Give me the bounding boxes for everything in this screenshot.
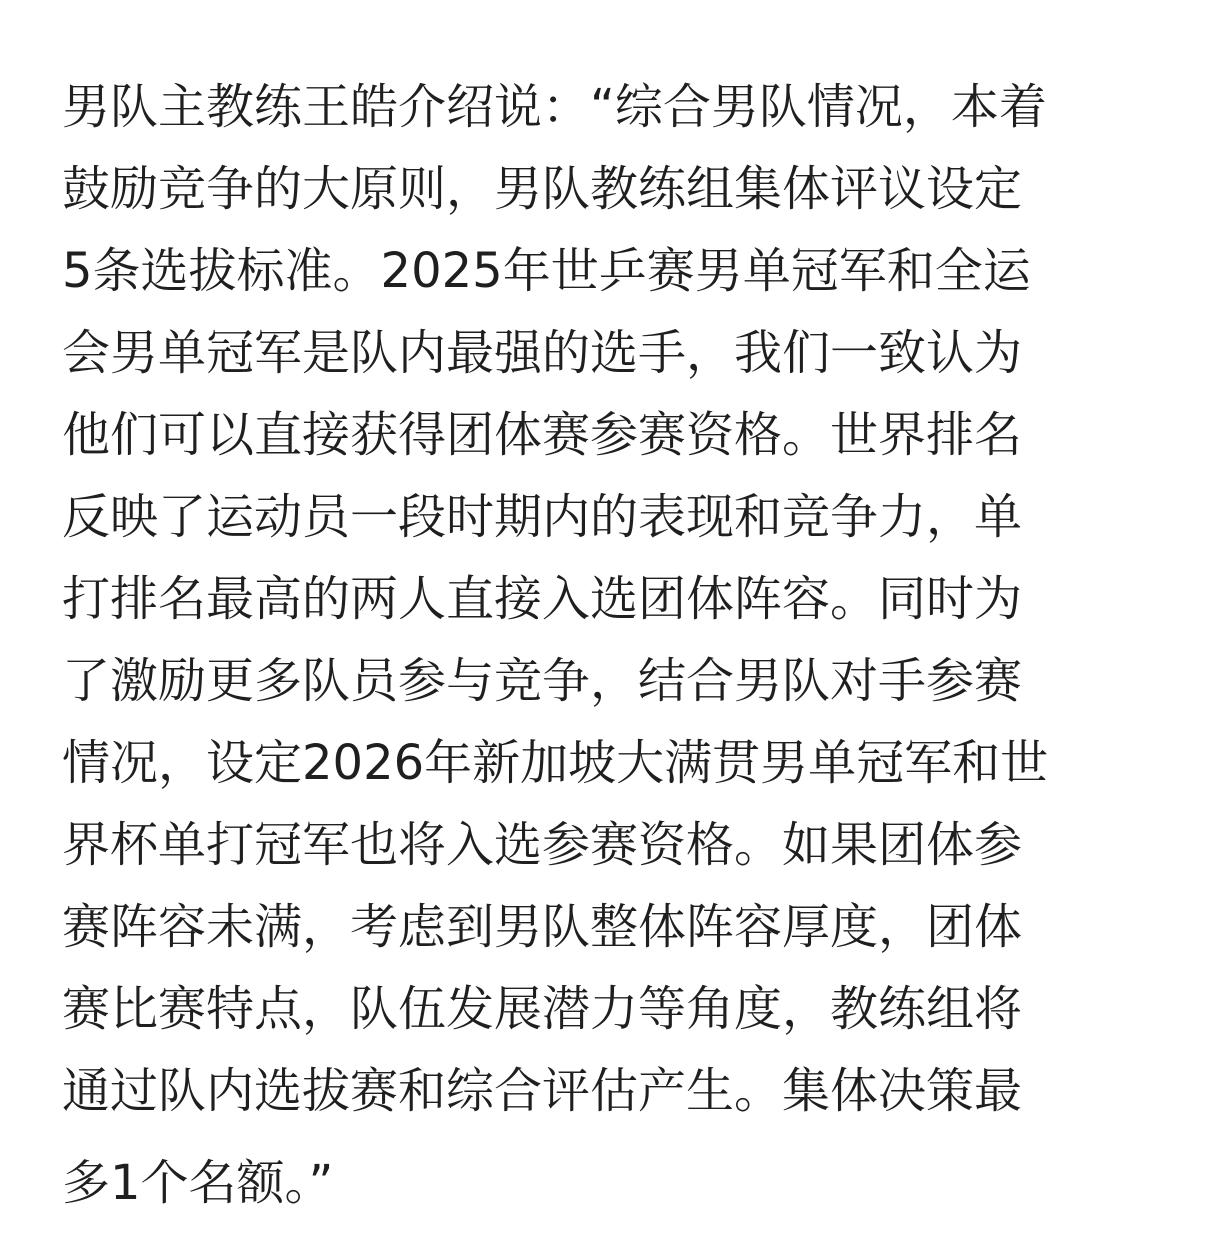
text-line: 通过队内选拔赛和综合评估产生。集体决策最 [62,1063,1023,1119]
text-line: 界杯单打冠军也将入选参赛资格。如果团体参 [62,817,1023,873]
text-line: 男队主教练王皓介绍说：“综合男队情况，本着 [62,79,1047,135]
text-line: 5条选拔标准。2025年世乒赛男单冠军和全运 [62,243,1031,299]
text-line: 情况，设定2026年新加坡大满贯男单冠军和世 [62,735,1049,791]
text-line: 鼓励竞争的大原则，男队教练组集体评议设定 [62,161,1023,217]
text-line: 赛比赛特点，队伍发展潜力等角度，教练组将 [62,981,1023,1037]
text-line: 反映了运动员一段时期内的表现和竞争力，单 [62,489,1023,545]
text-line: 他们可以直接获得团体赛参赛资格。世界排名 [62,407,1023,463]
text-line: 会男单冠军是队内最强的选手，我们一致认为 [62,325,1023,381]
text-line: 赛阵容未满，考虑到男队整体阵容厚度，团体 [62,899,1023,955]
text-line: 了激励更多队员参与竞争，结合男队对手参赛 [62,653,1023,709]
text-line: 打排名最高的两人直接入选团体阵容。同时为 [62,571,1023,627]
text-line: 多1个名额。” [62,1155,334,1211]
article-body [62,66,1172,1224]
